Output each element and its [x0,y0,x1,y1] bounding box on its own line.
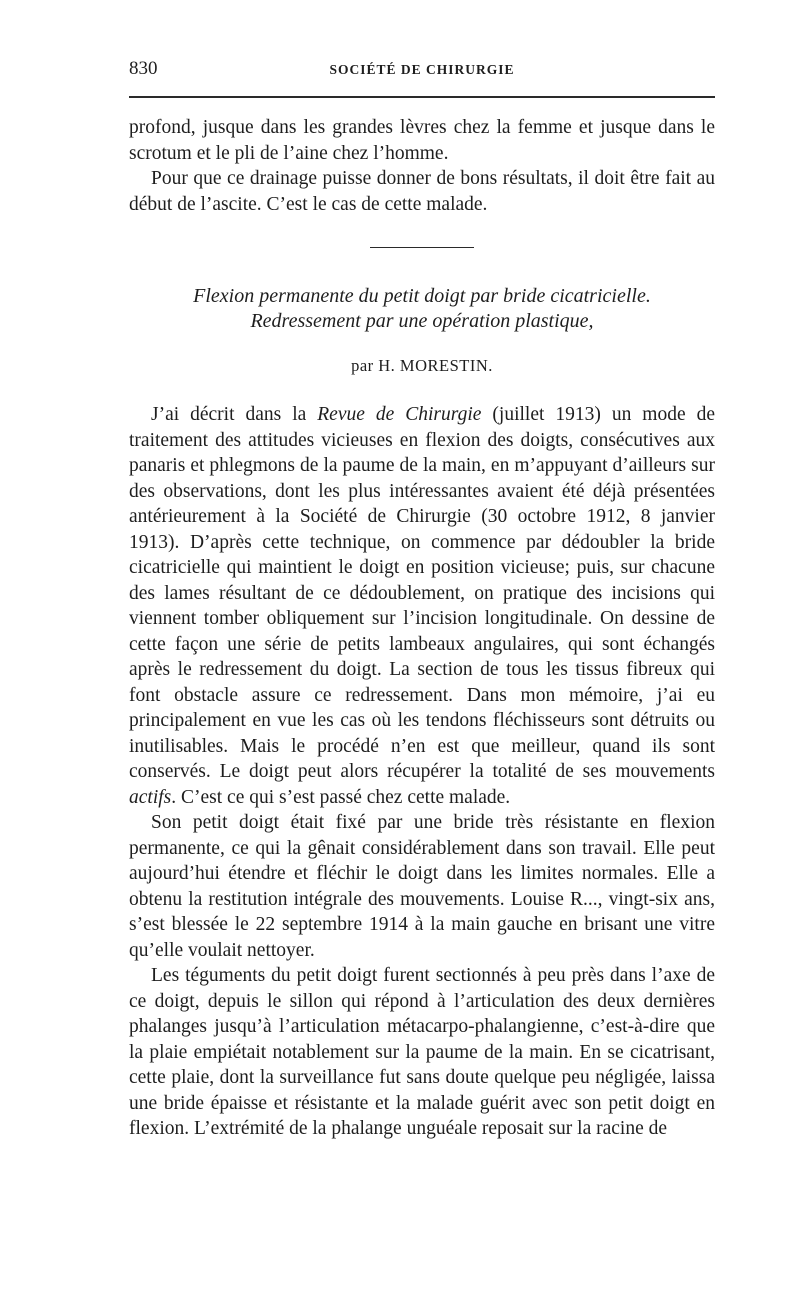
journal-title: Revue de Chirurgie [317,404,482,425]
page-header [129,58,715,88]
article-title [129,284,715,334]
running-head: SOCIÉTÉ DE CHIRURGIE [329,62,515,77]
body-paragraph-3: Les téguments du petit doigt furent sectionnés à peu près dans l’axe de ce doigt, depuis le sillon qui répond à l’articulation des deux dernières phalanges jusqu’à l’articulation métacarpo-phalangienne, c’est-à-dire que la plaie empiétait notablement sur la paume de la main. En se cicatrisant, cette plaie, dont la surveillance fut sans doute quelque peu négligée, laissa une bride épaisse et résistante et la malade guérit avec son petit doigt en flexion. L’extrémité de la phalange unguéale reposait sur la racine de [129,965,715,1139]
intro-text [129,115,715,217]
article-title-line-1: Flexion permanente du petit doigt par bride cicatricielle. [193,285,651,307]
header-rule [129,96,715,98]
page-number: 830 [129,58,158,79]
emphasis-actifs: actifs [129,786,172,808]
intro-paragraph-1: profond, jusque dans les grandes lèvres chez la femme et jusque dans le scrotum et le pli de l’aine chez l’homme. [129,117,715,164]
article-byline: par H. MORESTIN. [351,356,493,375]
section-divider [370,247,474,248]
p1-text-a: J’ai décrit dans la [151,404,318,425]
p1-text-c: . C’est ce qui s’est passé chez cette malade. [171,786,511,808]
intro-paragraph-2: Pour que ce drainage puisse donner de bons résultats, il doit être fait au début de l’ascite. C’est le cas de cette malade. [129,168,715,215]
article-title-line-2: Redressement par une opération plastique, [250,310,594,332]
body-paragraph-1 [129,402,715,810]
article-body [129,402,715,1142]
body-paragraph-2: Son petit doigt était fixé par une bride très résistante en flexion permanente, ce qui la gênait considérablement dans son travail. Elle peut aujourd’hui étendre et fléchir le doigt dans les limites normales. Elle a obtenu la restitution intégrale des mouvements. Louise R..., vingt-six ans, s’est blessée le 22 septembre 1914 à la main gauche en brisant une vitre qu’elle voulait nettoyer. [129,812,715,961]
p1-text-b: (juillet 1913) un mode de traitement des attitudes vicieuses en flexion des doigts, consécutives aux panaris et phlegmons de la paume de la main, en m’appuyant d’ailleurs sur des observations, dont les plus intéressantes avaient été déjà présentées antérieurement à la Société de Chirurgie (30 octobre 1912, 8 janvier 1913). D’après cette technique, on commence par dédoubler la bride cicatricielle qui maintient le doigt en position vicieuse; puis, sur chacune des lames résultant de ce dédoublement, on pratique des incisions qui viennent tomber obliquement sur l’incision longitudinale. On dessine de cette façon une série de petits lambeaux angulaires, qui sont échangés après le redressement du doigt. La section de tous les tissus fibreux qui font obstacle assure ce redressement. Dans mon mémoire, j’ai eu principalement en vue les cas où les tendons fléchisseurs sont détruits ou inutilisables. Mais le procédé n’en est que meilleur, quand ils sont conservés. Le doigt peut alors récupérer la totalité de ses mouvements [129,404,715,782]
